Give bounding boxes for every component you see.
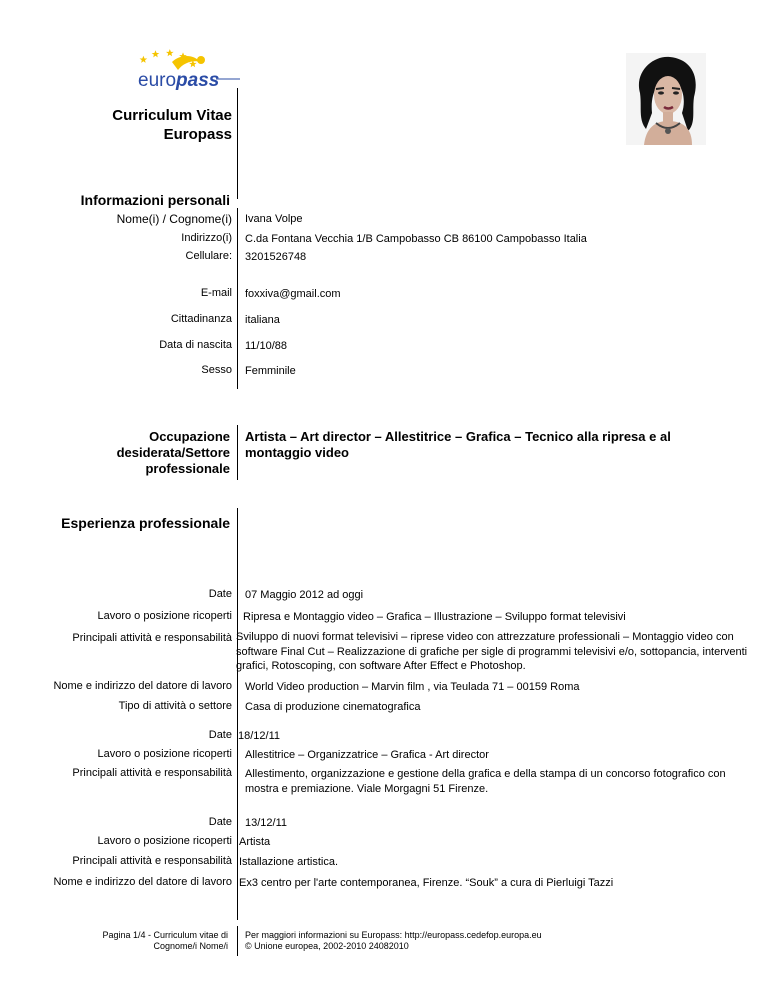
personal-section-title: Informazioni personali: [80, 192, 230, 208]
occupation-value-line1: Artista – Art director – Allestitrice – Grafica – Tecnico alla ripresa e al: [245, 429, 671, 444]
portrait-icon: [626, 53, 706, 145]
citizenship-value: italiana: [245, 314, 280, 326]
job1-activities-line1: Sviluppo di nuovi format televisivi – riprese video con attrezzature professionali – Montaggio video con: [236, 631, 734, 643]
divider-occupation: [237, 425, 238, 480]
occupation-value-line2: montaggio video: [245, 445, 349, 460]
job1-activities-label: Principali attività e responsabilità: [72, 632, 232, 644]
footer-name-info: Cognome/i Nome/i: [153, 941, 228, 951]
cv-title: [112, 106, 232, 144]
job3-role-label: Lavoro o posizione ricoperti: [97, 835, 232, 847]
occupation-label-line3: professionale: [145, 461, 230, 476]
occupation-value: [245, 429, 671, 461]
divider-experience: [237, 508, 238, 920]
job1-activities-line3: grafici, Rotoscoping, con software After Effect e Photoshop.: [236, 660, 526, 672]
europass-logo: [128, 48, 240, 96]
footer-right: [245, 930, 542, 952]
divider-footer: [237, 926, 238, 956]
address-label: Indirizzo(i): [181, 232, 232, 244]
occupation-label-line1: Occupazione: [149, 429, 230, 444]
divider-personal: [237, 208, 238, 389]
job3-activities: Istallazione artistica.: [239, 856, 339, 868]
mobile-label: Cellulare:: [185, 250, 232, 262]
job3-role: Artista: [239, 836, 271, 848]
footer-more-info[interactable]: Per maggiori informazioni su Europass: http://europass.cedefop.europa.eu: [245, 930, 542, 940]
footer-page-info: Pagina 1/4 - Curriculum vitae di: [102, 930, 228, 940]
job1-role: Ripresa e Montaggio video – Grafica – Illustrazione – Sviluppo format televisivi: [243, 611, 626, 623]
job1-role-label: Lavoro o posizione ricoperti: [97, 610, 232, 622]
occupation-label-line2: desiderata/Settore: [116, 445, 230, 460]
job2-activities: [245, 767, 726, 797]
footer-copyright: © Unione europea, 2002-2010 24082010: [245, 941, 409, 951]
sex-label: Sesso: [201, 364, 232, 376]
footer-left: [102, 930, 228, 952]
mobile-value: 3201526748: [245, 251, 307, 263]
experience-section-title: Esperienza professionale: [61, 515, 230, 531]
citizenship-label: Cittadinanza: [170, 313, 232, 325]
job2-activities-line1: Allestimento, organizzazione e gestione della grafica e della stampa di un concorso fotografico con: [245, 768, 726, 780]
logo-text-pass: pass: [176, 70, 220, 91]
name-value: Ivana Volpe: [245, 213, 303, 225]
job1-type-label: Tipo di attività o settore: [118, 700, 232, 712]
profile-photo: [626, 53, 706, 145]
job3-employer: Ex3 centro per l'arte contemporanea, Firenze. “Souk” a cura di Pierluigi Tazzi: [239, 877, 614, 889]
divider-top: [237, 88, 238, 199]
job1-date-label: Date: [208, 588, 232, 600]
job3-activities-label: Principali attività e responsabilità: [72, 855, 232, 867]
job1-activities-line2: software Final Cut – Realizzazione di grafiche per sigle di programmi televisivi e/o, sottopancia, interventi: [236, 645, 748, 658]
email-value[interactable]: foxxiva@gmail.com: [245, 288, 341, 300]
job1-employer-label: Nome e indirizzo del datore di lavoro: [53, 680, 232, 692]
job1-activities: [236, 630, 747, 674]
cv-title-line2: Europass: [163, 126, 232, 143]
job2-role: Allestitrice – Organizzatrice – Grafica - Art director: [245, 749, 489, 761]
birthdate-label: Data di nascita: [159, 339, 232, 351]
job1-date: 07 Maggio 2012 ad oggi: [245, 589, 364, 601]
address-value: C.da Fontana Vecchia 1/B Campobasso CB 86100 Campobasso Italia: [245, 233, 587, 245]
name-label: Nome(i) / Cognome(i): [116, 212, 232, 226]
occupation-label: [117, 429, 230, 477]
job2-activities-line2: mostra e premiazione. Viale Morgagni 51 Firenze.: [245, 783, 489, 795]
job2-date-label: Date: [208, 729, 232, 741]
email-label: E-mail: [200, 287, 232, 299]
job2-activities-label: Principali attività e responsabilità: [72, 767, 232, 779]
job3-employer-label: Nome e indirizzo del datore di lavoro: [53, 876, 232, 888]
job3-date: 13/12/11: [245, 817, 288, 829]
logo-text-euro: euro: [138, 70, 177, 91]
job1-type: Casa di produzione cinematografica: [245, 701, 421, 713]
cv-title-line1: Curriculum Vitae: [112, 107, 232, 124]
job3-date-label: Date: [208, 816, 232, 828]
birthdate-value: 11/10/88: [245, 340, 288, 352]
job2-date: 18/12/11: [238, 730, 281, 742]
job1-employer: World Video production – Marvin film , via Teulada 71 – 00159 Roma: [245, 681, 580, 693]
sex-value: Femminile: [245, 365, 296, 377]
job2-role-label: Lavoro o posizione ricoperti: [97, 748, 232, 760]
